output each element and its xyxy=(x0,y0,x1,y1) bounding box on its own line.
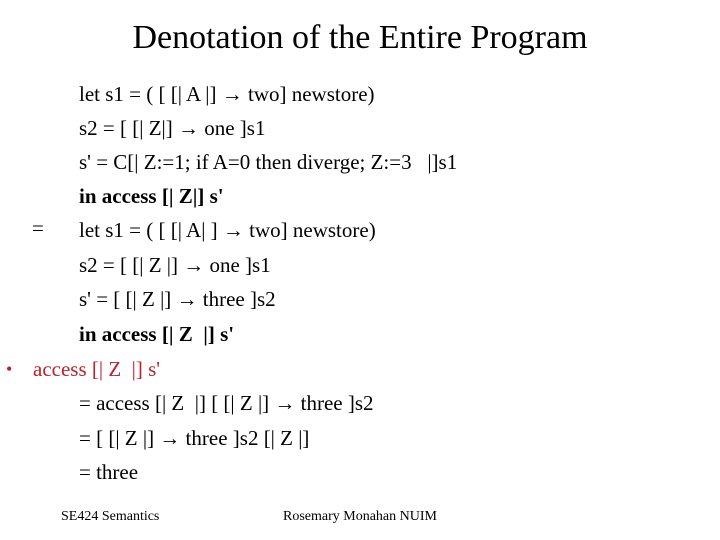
code-line-6: s2 = [ [| Z |] → one ]s1 xyxy=(79,253,271,277)
code-line-1: let s1 = ( [ [| A |] → two] newstore) xyxy=(79,82,375,106)
code-line-2: s2 = [ [| Z|] → one ]s1 xyxy=(79,116,266,140)
footer-course: SE424 Semantics xyxy=(61,509,160,524)
equals-sign: = xyxy=(32,216,44,240)
bullet-icon: • xyxy=(6,359,13,379)
bullet-text: access [| Z |] s' xyxy=(33,357,161,381)
slide-title: Denotation of the Entire Program xyxy=(132,19,588,56)
code-line-4: in access [| Z|] s' xyxy=(79,184,224,208)
derivation-line-2: = [ [| Z |] → three ]s2 [| Z |] xyxy=(79,426,310,450)
code-line-8: in access [| Z |] s' xyxy=(79,322,235,346)
code-line-7: s' = [ [| Z |] → three ]s2 xyxy=(79,287,276,311)
footer-author: Rosemary Monahan NUIM xyxy=(283,509,437,524)
code-line-5: let s1 = ( [ [| A| ] → two] newstore) xyxy=(79,218,376,242)
code-line-3: s' = C[| Z:=1; if A=0 then diverge; Z:=3 |]s1 xyxy=(79,150,458,174)
derivation-line-1: = access [| Z |] [ [| Z |] → three ]s2 xyxy=(79,391,374,415)
derivation-line-3: = three xyxy=(79,460,139,484)
